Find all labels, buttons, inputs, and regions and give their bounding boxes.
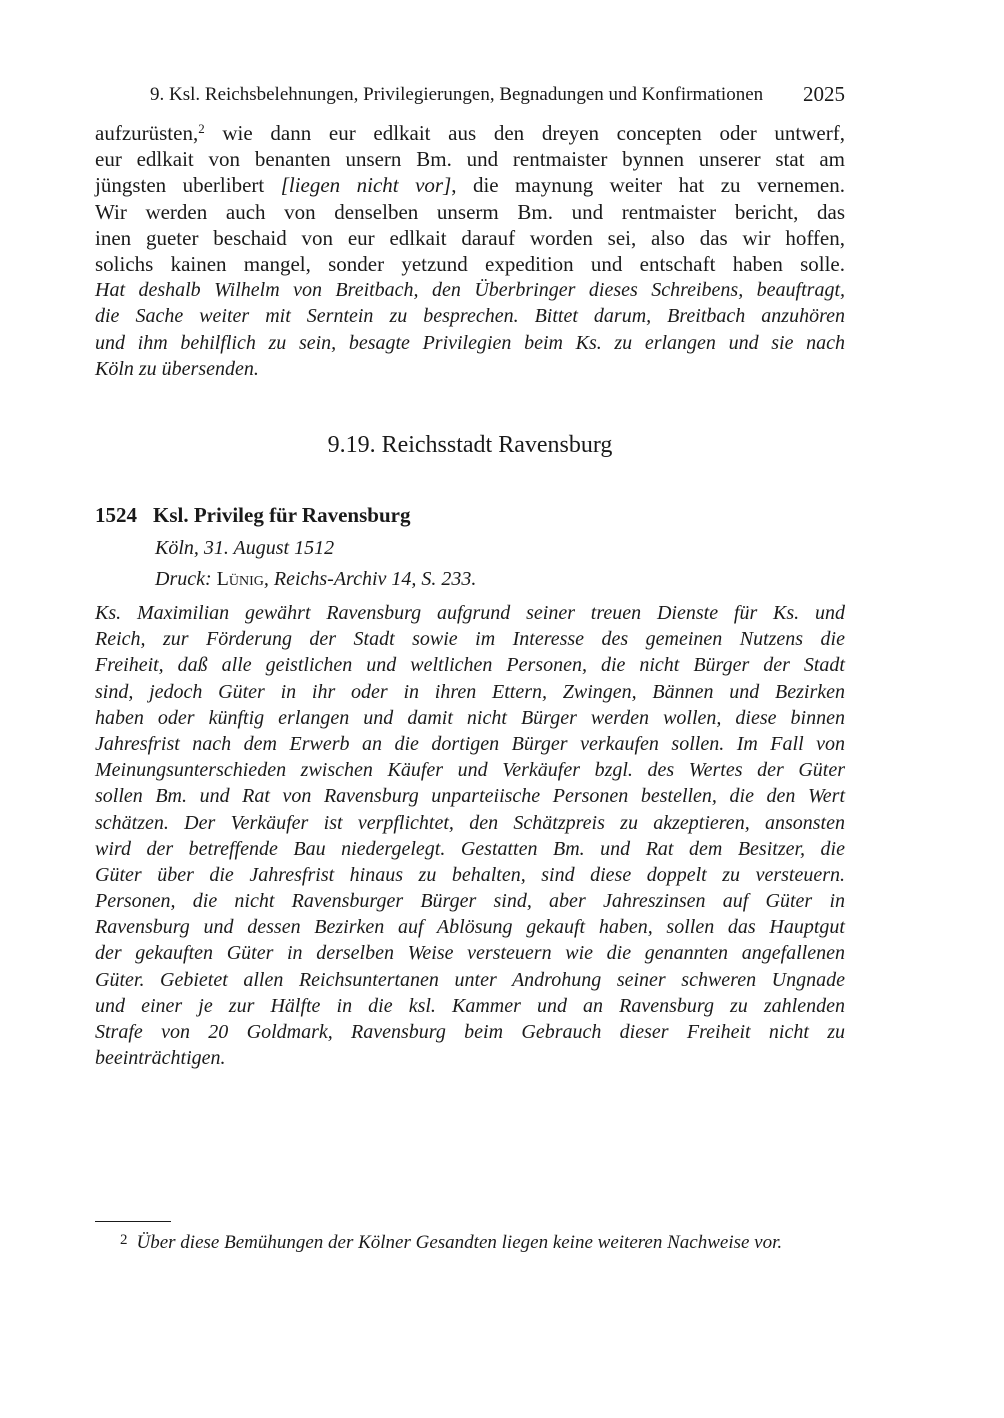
- text-line: [95, 914, 845, 940]
- text-segment: beeinträchtigen.: [95, 1047, 226, 1070]
- footnote-rule: [95, 1221, 171, 1222]
- text-line: [95, 888, 845, 914]
- text-line: [95, 251, 845, 277]
- document-title-text: Ksl. Privileg für Ravensburg: [153, 503, 411, 527]
- text-segment: der gekauften Güter in derselben Weise versteuern wie die genannten angefallenen: [95, 942, 845, 965]
- text-segment: Personen, die nicht Ravensburger Bürger sind, aber Jahreszinsen auf Güter in: [95, 890, 845, 913]
- text-line: [95, 940, 845, 966]
- document-summary: [95, 600, 845, 1071]
- text-line: [95, 1045, 845, 1071]
- text-segment: Güter über die Jahresfrist hinaus zu behalten, sind diese doppelt zu versteuern.: [95, 863, 845, 886]
- text-segment: jüngsten uberlibert: [95, 173, 281, 198]
- text-segment: solichs kainen mangel, sonder yetzund expedition und entschaft haben solle.: [95, 251, 845, 276]
- text-line: [95, 303, 845, 329]
- text-segment: eur edlkait von benanten unsern Bm. und rentmaister bynnen unserer stat am: [95, 147, 845, 172]
- text-segment: und ihm behilflich zu sein, besagte Privilegien beim Ks. zu erlangen und sie nach: [95, 331, 845, 354]
- text-segment: schätzen. Der Verkäufer ist verpflichtet, den Schätzpreis zu akzeptieren, ansonsten: [95, 811, 845, 834]
- text-line: [95, 652, 845, 678]
- page-number: 2025: [803, 82, 845, 106]
- text-line: [95, 356, 845, 382]
- text-segment: wird der betreffende Bau niedergelegt. Gestatten Bm. und Rat dem Besitzer, die: [95, 837, 845, 860]
- letter-text-paragraph: [95, 120, 845, 382]
- text-line: [95, 731, 845, 757]
- text-segment: sollen Bm. und Rat von Ravensburg unparteiische Personen bestellen, die den Wert: [95, 785, 845, 808]
- text-segment: inen gueter beschaid von eur edlkait darauf worden sei, also das wir hoffen,: [95, 225, 845, 250]
- text-line: [95, 810, 845, 836]
- text-segment: Güter. Gebietet allen Reichsuntertanen unter Androhung seiner schweren Ungnade: [95, 968, 845, 991]
- text-segment: Strafe von 20 Goldmark, Ravensburg beim Gebrauch dieser Freiheit nicht zu: [95, 1021, 845, 1043]
- footnote-number: 2: [120, 1232, 128, 1248]
- text-segment: die Sache weiter mit Serntein zu besprechen. Bittet darum, Breitbach anzuhören: [95, 305, 845, 328]
- text-line: [95, 1019, 845, 1045]
- text-segment: sind, jedoch Güter in ihr oder in ihren Ettern, Zwingen, Bännen und Bezirken: [95, 680, 845, 703]
- text-line: [95, 277, 845, 303]
- text-line: [95, 199, 845, 225]
- text-segment: aufzurüsten,: [95, 121, 199, 145]
- text-segment: und einer je zur Hälfte in die ksl. Kammer und an Ravensburg zu zahlenden: [95, 994, 845, 1017]
- text-line: [95, 120, 845, 146]
- text-line: [95, 993, 845, 1019]
- text-line: [95, 626, 845, 652]
- text-segment: Jahresfrist nach dem Erwerb an die dortigen Bürger verkaufen sollen. Im Fall von: [95, 732, 845, 755]
- footnote-reference: 2: [198, 121, 205, 136]
- text-line: [95, 836, 845, 862]
- print-ref: , Reichs-Archiv 14, S. 233.: [263, 568, 477, 590]
- footnote-text: Über diese Bemühungen der Kölner Gesandten liegen keine weiteren Nachweise vor.: [136, 1232, 783, 1253]
- text-segment: Hat deshalb Wilhelm von Breitbach, den Überbringer dieses Schreibens, beauftragt,: [95, 279, 845, 302]
- document-title: [95, 502, 410, 528]
- text-line: [95, 705, 845, 731]
- text-segment: Ravensburg und dessen Bezirken auf Ablösung gekauft haben, sollen das Hauptgut: [95, 916, 845, 939]
- text-line: [95, 600, 845, 626]
- text-segment: haben oder künftig erlangen und damit nicht Bürger werden wollen, diese binnen: [95, 706, 845, 729]
- text-line: [95, 330, 845, 356]
- text-segment: Wir werden auch von denselben unserm Bm. und rentmaister bericht, das: [95, 199, 845, 224]
- text-segment: , die maynung weiter hat zu vernemen.: [451, 173, 846, 198]
- text-segment: Freiheit, daß alle geistlichen und weltlichen Personen, die nicht Bürger der Stadt: [95, 654, 845, 677]
- document-number: 1524: [95, 503, 137, 527]
- text-line: [95, 757, 845, 783]
- running-head: [150, 82, 845, 108]
- text-line: [95, 146, 845, 172]
- text-segment: Reich, zur Förderung der Stadt sowie im Interesse des gemeinen Nutzens die: [95, 628, 845, 651]
- text-segment: Meinungsunterschieden zwischen Käufer und Verkäufer bzgl. des Wertes der Güter: [95, 759, 845, 782]
- print-label: Druck:: [155, 568, 212, 590]
- text-segment: Ks. Maximilian gewährt Ravensburg aufgrund seiner treuen Dienste für Ks. und: [95, 602, 845, 624]
- text-line: [95, 783, 845, 809]
- text-line: [95, 967, 845, 993]
- text-line: [95, 679, 845, 705]
- document-print-reference: [155, 566, 476, 592]
- text-line: [95, 862, 845, 888]
- document-place-date: Köln, 31. August 1512: [155, 537, 335, 559]
- footnote: [120, 1227, 782, 1256]
- section-heading: 9.19. Reichsstadt Ravensburg: [327, 432, 613, 458]
- text-segment: Köln zu übersenden.: [95, 357, 259, 380]
- text-line: [95, 225, 845, 251]
- text-segment: [liegen nicht vor]: [280, 173, 452, 198]
- print-author: Lünig: [216, 568, 264, 590]
- running-head-title: 9. Ksl. Reichsbelehnungen, Privilegierungen, Begnadungen und Konfirmationen: [150, 84, 764, 105]
- text-line: [95, 172, 845, 198]
- text-segment: wie dann eur edlkait aus den dreyen concepten oder untwerf,: [204, 121, 845, 145]
